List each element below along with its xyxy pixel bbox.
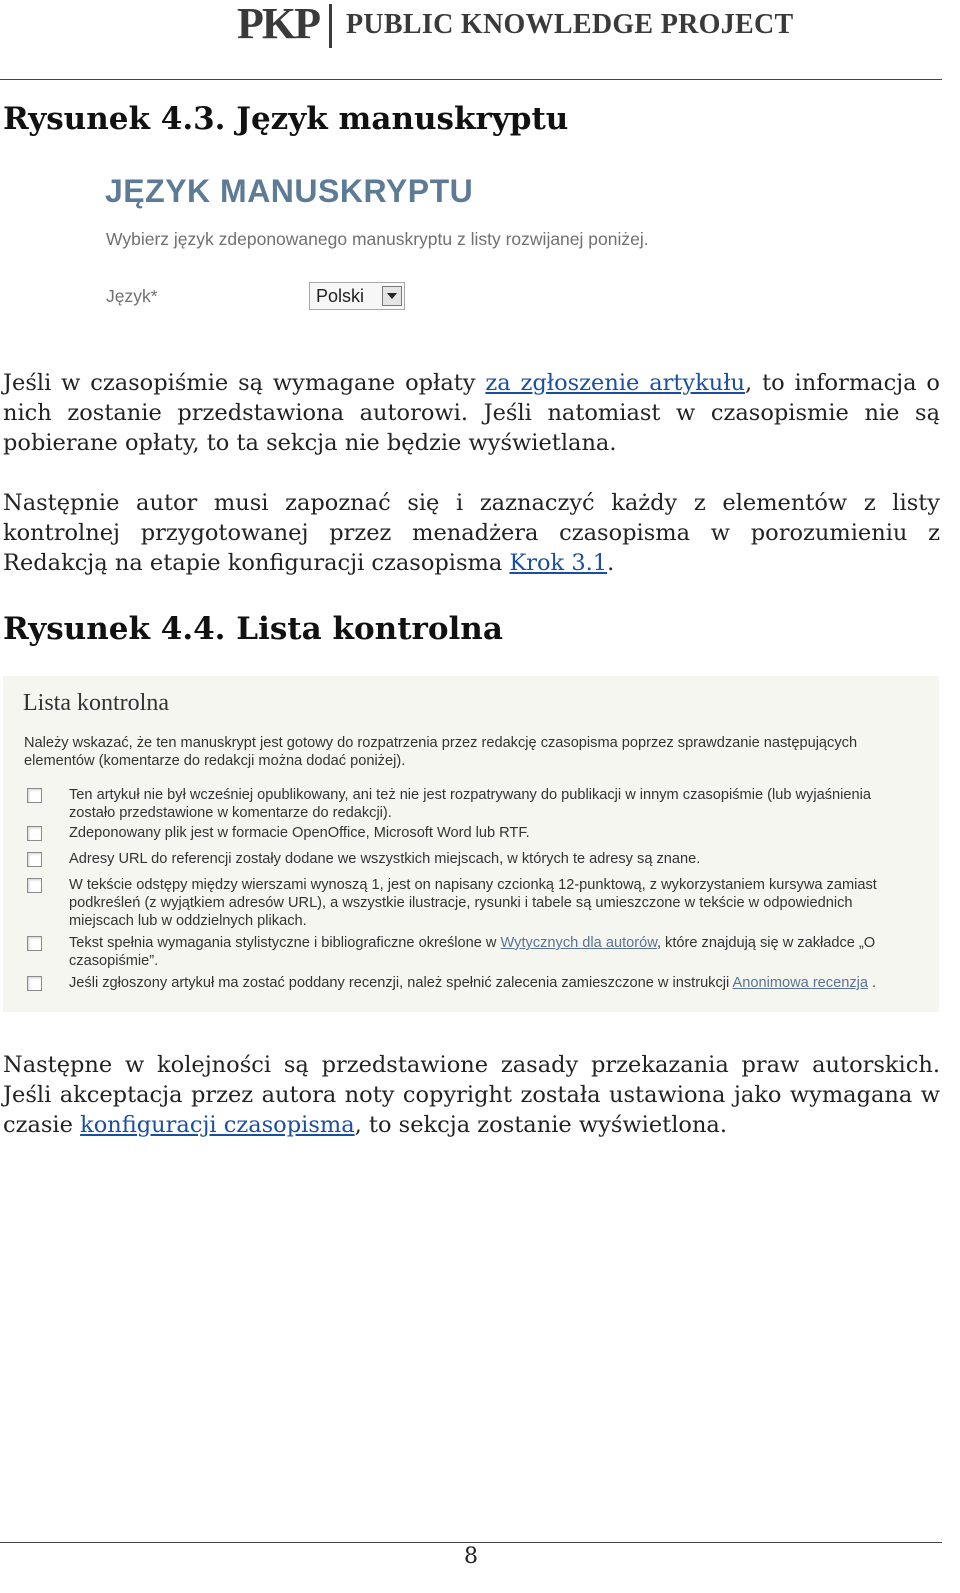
checklist-checkbox[interactable] <box>27 936 42 951</box>
paragraph-checklist-text-1: Następnie autor musi zapoznać się i zaznaczyć każdy z elementów z listy kontrolnej przygotowanej przez menadżera czasopisma w porozumieniu z Redakcją na etapie konfiguracji czasopisma <box>3 490 940 576</box>
language-field-label: Język* <box>106 286 158 306</box>
checklist-checkbox[interactable] <box>27 976 42 991</box>
link-article-submission[interactable]: za zgłoszenie artykułu <box>485 370 746 396</box>
paragraph-copyright-text-1: Następne w kolejności są przedstawione zasady przekazania praw autorskich. Jeśli akceptacja przez autora noty copyright została ustawiona jako wymagana w czasie <box>3 1052 940 1138</box>
link-anonymous-review[interactable]: Anonimowa recenzja <box>732 975 868 991</box>
paragraph-copyright <box>3 1050 940 1140</box>
language-select[interactable] <box>309 282 405 310</box>
checklist-item-text: W tekście odstępy między wierszami wynoszą 1, jest on napisany czcionką 12-punktową, z wykorzystaniem kursywa zamiast podkreśleń (z wyjątkiem adresów URL), a wszystkie ilustracje, rysunki i tabele są umieszczone w tekście w odpowiednich miejscach lub w oddzielnych plikach. <box>69 877 877 929</box>
checklist-item-text-1: Jeśli zgłoszony artykuł ma zostać poddany recenzji, należ spełnić zalecenia zamieszczone w instrukcji <box>69 975 733 991</box>
language-select-value: Polski <box>316 286 365 306</box>
figure-4-4-caption: Rysunek 4.4. Lista kontrolna <box>3 611 503 647</box>
checklist-item-text: Adresy URL do referencji zostały dodane we wszystkich miejscach, w których te adresy są znane. <box>69 851 701 867</box>
link-author-guidelines[interactable]: Wytycznych dla autorów <box>500 935 657 951</box>
checklist-intro: Należy wskazać, że ten manuskrypt jest gotowy do rozpatrzenia przez redakcję czasopisma poprzez sprawdzanie następujących elementów (komentarze do redakcji można dodać poniżej). <box>24 735 858 769</box>
paragraph-fees-text-2: , to informacja o nich zostanie przedstawiona autorowi. Jeśli natomiast w czasopismie nie są pobierane opłaty, to ta sekcja nie będzie wyświetlana. <box>3 370 940 456</box>
paragraph-copyright-text-2: , to sekcja zostanie wyświetlona. <box>354 1112 727 1138</box>
logo-separator <box>329 4 332 48</box>
checklist-checkbox[interactable] <box>27 788 42 803</box>
paragraph-fees-text-1: Jeśli w czasopiśmie są wymagane opłaty <box>3 370 486 396</box>
header-divider <box>0 79 942 80</box>
checklist-item-text <box>69 974 919 992</box>
link-step-3-1[interactable]: Krok 3.1 <box>509 550 608 576</box>
checklist-item-text-1: Tekst spełnia wymagania stylistyczne i bibliograficzne określone w <box>69 935 501 951</box>
checklist-checkbox[interactable] <box>27 878 42 893</box>
checklist-screenshot <box>3 676 939 1012</box>
footer-divider <box>0 1542 942 1543</box>
checklist-checkbox[interactable] <box>27 852 42 867</box>
pkp-name: PUBLIC KNOWLEDGE PROJECT <box>346 9 794 40</box>
paragraph-checklist <box>3 488 940 578</box>
page-header <box>0 0 960 80</box>
checklist-item-text: Ten artykuł nie był wcześniej opublikowany, ani też nie jest rozpatrywany do publikacji w innym czasopiśmie (lub wyjaśnienia zostało przedstawione w komentarze do redakcji). <box>69 787 871 821</box>
language-form-subtitle: Wybierz język zdeponowanego manuskryptu z listy rozwijanej poniżej. <box>106 229 649 249</box>
language-form-title: JĘZYK MANUSKRYPTU <box>105 173 474 209</box>
chevron-down-icon[interactable] <box>382 286 402 306</box>
checklist-item-text: Zdeponowany plik jest w formacie OpenOffice, Microsoft Word lub RTF. <box>69 825 530 841</box>
page-number: 8 <box>464 1544 478 1569</box>
checklist-item-text-2: . <box>868 975 877 991</box>
figure-4-3-caption: Rysunek 4.3. Język manuskryptu <box>3 101 569 137</box>
checklist-title: Lista kontrolna <box>23 690 169 716</box>
language-form-screenshot <box>95 165 795 325</box>
link-journal-setup[interactable]: konfiguracji czasopisma <box>80 1112 355 1138</box>
paragraph-fees <box>3 368 940 458</box>
checklist-item-text-2: , które znajdują się w zakładce „O czasopiśmie”. <box>69 935 876 969</box>
pkp-logo: PKP <box>237 0 319 48</box>
checklist-item-text <box>69 934 919 970</box>
checklist-checkbox[interactable] <box>27 826 42 841</box>
paragraph-checklist-text-2: . <box>607 550 615 576</box>
